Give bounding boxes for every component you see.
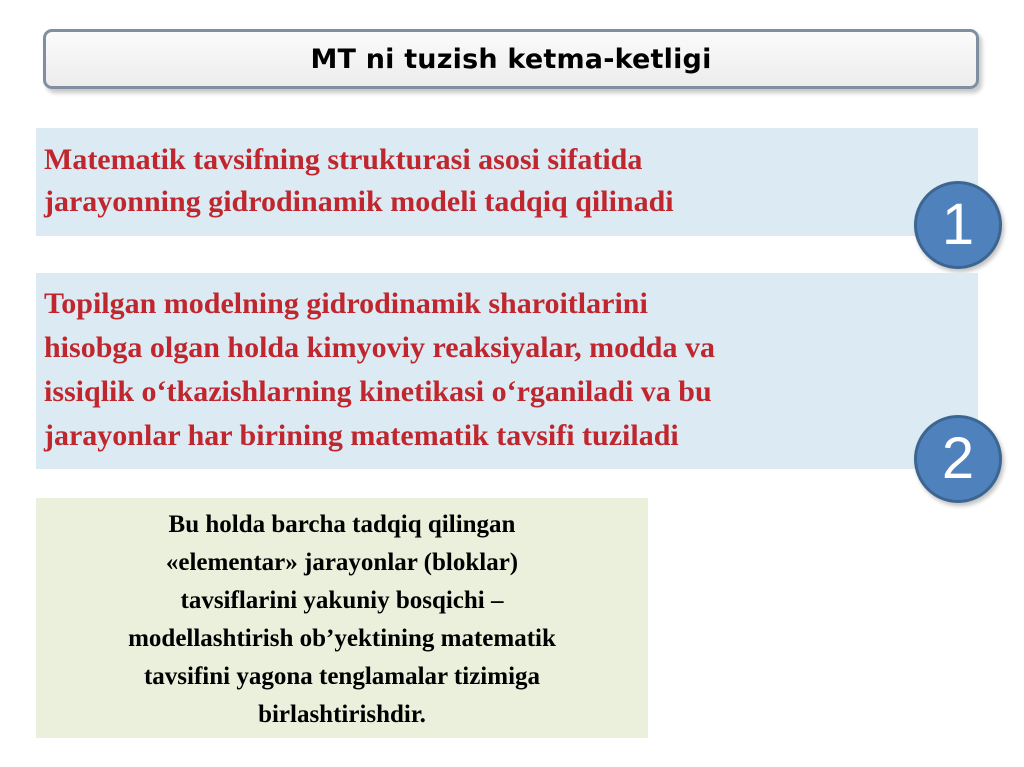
step-2-line: hisobga olgan holda kimyoviy reaksiyalar, modda va [44, 331, 715, 364]
step-1-number-circle [914, 181, 1002, 269]
summary-line: tavsifini yagona tenglamalar tizimiga [143, 663, 541, 690]
step-2-text [44, 282, 978, 458]
step-1-box [36, 128, 978, 236]
slide-title: MT ni tuzish ketma-ketligi [310, 43, 712, 75]
step-2-box [36, 273, 978, 469]
step-1-number: 1 [941, 192, 975, 257]
step-2-number: 2 [941, 426, 975, 491]
summary-line: Bu holda barcha tadqiq qilingan [168, 511, 516, 538]
summary-line: tavsiflarini yakuniy bosqichi – [180, 587, 504, 614]
summary-text [40, 506, 644, 734]
step-1-line: jarayonning gidrodinamik modeli tadqiq qilinadi [44, 185, 674, 218]
step-2-line: issiqlik o‘tkazishlarning kinetikasi o‘rganiladi va bu [44, 375, 712, 408]
summary-line: birlashtirishdir. [258, 701, 426, 728]
step-2-line: jarayonlar har birining matematik tavsifi tuziladi [44, 419, 679, 452]
summary-line: modellashtirish ob’yektining matematik [128, 625, 556, 652]
step-1-line: Matematik tavsifning strukturasi asosi sifatida [44, 143, 643, 176]
step-1-text [44, 139, 978, 223]
summary-box [36, 498, 648, 738]
step-2-number-circle [914, 415, 1002, 503]
summary-line: «elementar» jarayonlar (bloklar) [165, 549, 519, 576]
title-box [43, 29, 979, 89]
step-2-line: Topilgan modelning gidrodinamik sharoitlarini [44, 287, 648, 320]
